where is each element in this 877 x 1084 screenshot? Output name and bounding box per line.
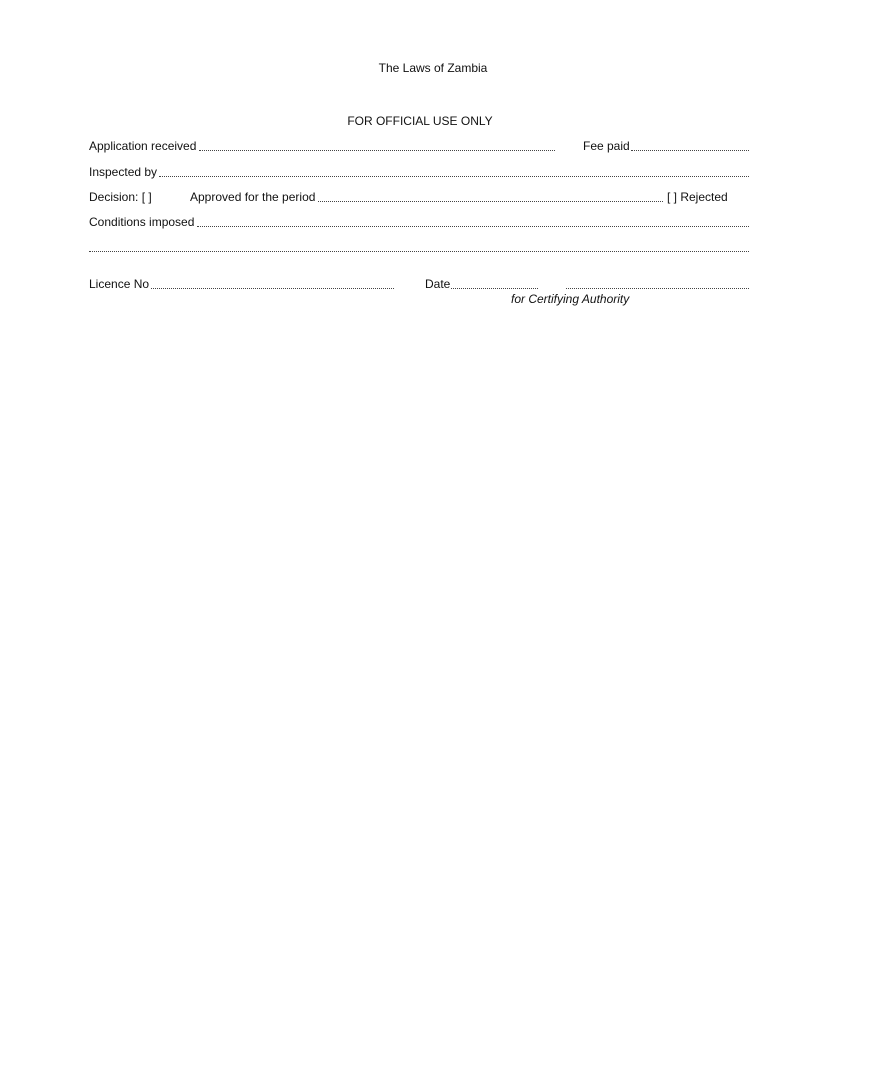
decision-checkbox[interactable]: Decision: [ ] <box>89 190 152 204</box>
licence-no-field[interactable] <box>151 288 394 289</box>
page-header: The Laws of Zambia <box>378 61 488 75</box>
inspected-row <box>89 165 749 180</box>
conditions-imposed-label: Conditions imposed <box>89 215 195 229</box>
rejected-checkbox[interactable]: [ ] Rejected <box>667 190 728 204</box>
conditions-continuation-field[interactable] <box>89 251 749 252</box>
inspected-by-field[interactable] <box>159 176 749 177</box>
signature-field[interactable] <box>566 288 749 289</box>
conditions-row <box>89 215 749 230</box>
licence-row <box>89 277 749 292</box>
licence-no-label: Licence No <box>89 277 150 291</box>
conditions-continuation-row <box>89 240 749 255</box>
application-received-field[interactable] <box>199 150 555 151</box>
decision-row <box>89 190 749 205</box>
fee-paid-field[interactable] <box>631 150 749 151</box>
fee-paid-label: Fee paid <box>583 139 630 153</box>
application-row <box>89 139 749 154</box>
approved-period-field[interactable] <box>318 201 663 202</box>
date-label: Date <box>425 277 451 291</box>
approved-label: Approved for the period <box>190 190 316 204</box>
form-title: FOR OFFICIAL USE ONLY <box>347 114 493 128</box>
application-received-label: Application received <box>89 139 197 153</box>
date-field[interactable] <box>451 288 538 289</box>
certifying-authority-label: for Certifying Authority <box>511 292 630 306</box>
conditions-imposed-field[interactable] <box>197 226 749 227</box>
certifying-row <box>89 292 749 307</box>
inspected-by-label: Inspected by <box>89 165 158 179</box>
